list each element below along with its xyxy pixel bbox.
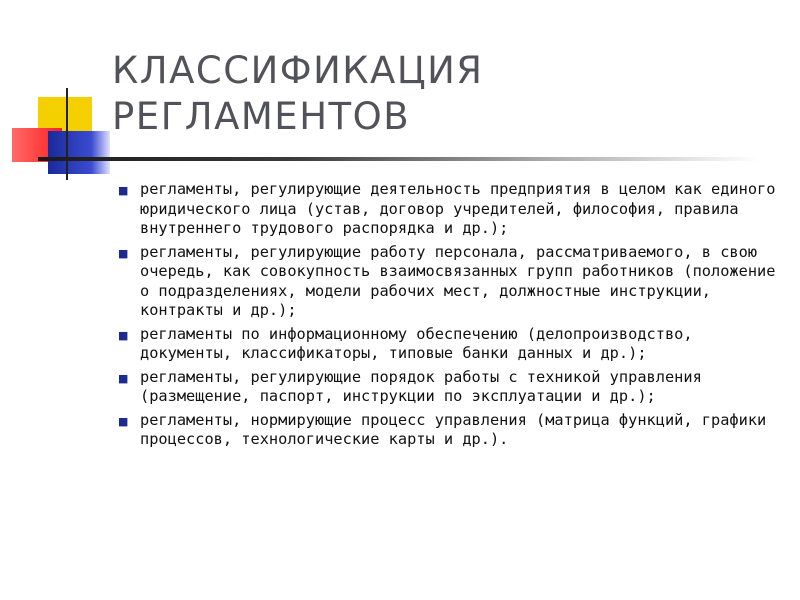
- list-item: [118, 180, 778, 239]
- list-item-text: регламенты, нормирующие процесс управления (матрица функций, графики процессов, технологические карты и др.).: [140, 410, 767, 448]
- square-bullet-icon: ■: [118, 371, 129, 385]
- list-item: [118, 325, 778, 364]
- slide-title-line-2: РЕГЛАМЕНТОВ: [112, 95, 411, 138]
- slide-title: [112, 48, 752, 140]
- square-bullet-icon: ■: [118, 184, 129, 197]
- list-item-text: регламенты по информационному обеспечению (делопроизводство, документы, классификаторы, типовые банки данных и др.);: [140, 324, 693, 362]
- square-bullet-icon: ■: [118, 328, 129, 342]
- list-item: [118, 368, 778, 407]
- list-item-text: регламенты, регулирующие порядок работы с техникой управления (размещение, паспорт, инструкции по эксплуатации и др.);: [140, 367, 702, 405]
- slide-title-line-1: КЛАССИФИКАЦИЯ: [112, 49, 484, 92]
- list-item: [118, 411, 778, 450]
- list-item-text: регламенты, регулирующие работу персонала, рассматриваемого, в свою очередь, как совокупность взаимосвязанных групп работников (положение о подразделениях, модели рабочих мест, должностные инструкции, контракты и др.);: [140, 242, 776, 319]
- slide-decoration: [0, 0, 120, 180]
- vertical-line-decoration: [66, 88, 68, 180]
- square-bullet-icon: ■: [118, 414, 129, 428]
- title-underline: [38, 157, 760, 161]
- list-item-text: регламенты, регулирующие деятельность предприятия в целом как единого юридического лица (устав, договор учредителей, философия, правила внутреннего трудового распорядка и др.);: [140, 180, 776, 237]
- bullet-list: [118, 180, 778, 454]
- square-bullet-icon: ■: [118, 246, 129, 260]
- list-item: [118, 243, 778, 321]
- blue-square-decoration: [48, 131, 110, 174]
